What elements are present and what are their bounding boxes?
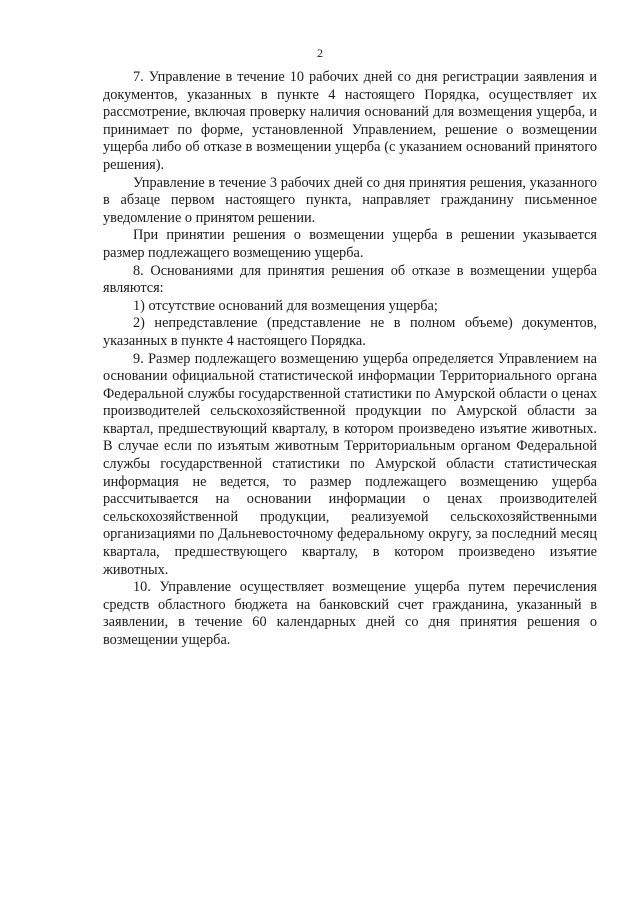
paragraph-9: 9. Размер подлежащего возмещению ущерба определяется Управлением на основании официальной статистической информации Территориального органа Федеральной службы государственной статистики по Амурской области о ценах производителей сельскохозяйственной продукции по Амурской области за квартал, предшествующий кварталу, в котором произведено изъятие животных. В случае если по изъятым животным Территориальным органом Федеральной службы государственной статистики по Амурской области статистическая информация не ведется, то размер подлежащего возмещению ущерба рассчитывается на основании информации о ценах производителей сельскохозяйственной продукции, реализуемой сельскохозяйственными организациями по Дальневосточному федеральному округу, за последний месяц квартала, предшествующего кварталу, в котором произведено изъятие животных.	[103, 350, 597, 578]
paragraph-7-notification: Управление в течение 3 рабочих дней со дня принятия решения, указанного в абзаце первом настоящего пункта, направляет гражданину письменное уведомление о принятом решении.	[103, 174, 597, 226]
page-number: 2	[317, 46, 323, 60]
document-body	[103, 69, 597, 650]
paragraph-7: 7. Управление в течение 10 рабочих дней со дня регистрации заявления и документов, указанных в пункте 4 настоящего Порядка, осуществляет их рассмотрение, включая проверку наличия оснований для возмещения ущерба, и принимает по форме, установленной Управлением, решение о возмещении ущерба либо об отказе в возмещении ущерба (с указанием оснований принятого решения).	[103, 69, 597, 173]
paragraph-10: 10. Управление осуществляет возмещение ущерба путем перечисления средств областного бюджета на банковский счет гражданина, указанный в заявлении, в течение 60 календарных дней со дня принятия решения о возмещении ущерба.	[103, 579, 597, 648]
paragraph-8-item-2: 2) непредставление (представление не в полном объеме) документов, указанных в пункте 4 настоящего Порядка.	[103, 315, 597, 349]
paragraph-8-item-1: 1) отсутствие оснований для возмещения ущерба;	[133, 297, 438, 314]
paragraph-7-damage-amount: При принятии решения о возмещении ущерба в решении указывается размер подлежащего возмещению ущерба.	[103, 227, 597, 261]
paragraph-8: 8. Основаниями для принятия решения об отказе в возмещении ущерба являются:	[103, 262, 597, 297]
